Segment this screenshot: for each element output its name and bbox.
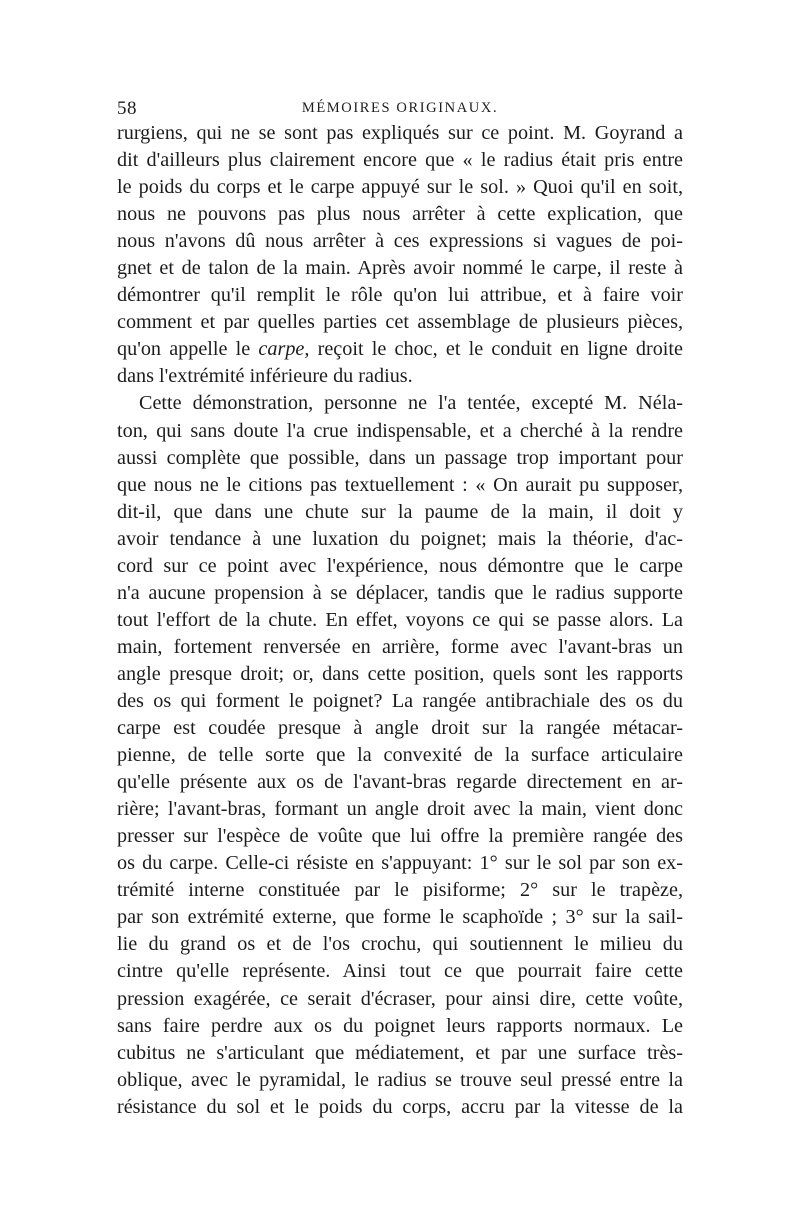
text-line: dit-il, que dans une chute sur la paume de la main, il doit y — [117, 500, 683, 523]
text-line: oblique, avec le pyramidal, le radius se trouve seul pressé entre la — [117, 1068, 683, 1091]
body-text — [117, 120, 683, 1121]
text-line: gnet et de talon de la main. Après avoir nommé le carpe, il reste à — [117, 257, 683, 280]
text-line: comment et par quelles parties cet assemblage de plusieurs pièces, — [117, 311, 683, 334]
text-line: pression exagérée, ce serait d'écraser, pour ainsi dire, cette voûte, — [117, 987, 683, 1010]
text-line: des os qui forment le poignet? La rangée antibrachiale des os du — [117, 689, 683, 712]
text-line: aussi complète que possible, dans un passage trop important pour — [117, 446, 683, 469]
text-line — [117, 336, 683, 363]
text-line: rière; l'avant-bras, formant un angle droit avec la main, vient donc — [117, 798, 683, 821]
text-line: n'a aucune propension à se déplacer, tandis que le radius supporte — [117, 581, 683, 604]
text-line: tout l'effort de la chute. En effet, voyons ce qui se passe alors. La — [117, 608, 683, 631]
text-line: os du carpe. Celle-ci résiste en s'appuyant: 1° sur le sol par son ex- — [117, 852, 683, 875]
text-line: le poids du corps et le carpe appuyé sur le sol. » Quoi qu'il en soit, — [117, 176, 683, 199]
page-number: 58 — [117, 98, 137, 119]
text-segment: reçoit le choc, et le conduit en ligne droite — [309, 338, 683, 361]
text-line: trémité interne constituée par le pisiforme; 2° sur le trapèze, — [117, 879, 683, 902]
text-line: qu'elle présente aux os de l'avant-bras regarde directement en ar- — [117, 771, 683, 794]
italic-term: carpe, — [258, 338, 310, 361]
running-head — [117, 98, 683, 122]
text-line: cubitus ne s'articulant que médiatement, et par une surface très- — [117, 1041, 683, 1064]
running-title: MÉMOIRES ORIGINAUX. — [301, 100, 499, 116]
text-line: dit d'ailleurs plus clairement encore que « le radius était pris entre — [117, 149, 683, 172]
text-line: presser sur l'espèce de voûte que lui offre la première rangée des — [117, 825, 683, 848]
text-line: main, fortement renversée en arrière, forme avec l'avant-bras un — [117, 635, 683, 658]
text-line: carpe est coudée presque à angle droit sur la rangée métacar- — [117, 717, 683, 740]
text-line: résistance du sol et le poids du corps, accru par la vitesse de la — [117, 1095, 683, 1118]
text-line: lie du grand os et de l'os crochu, qui soutiennent le milieu du — [117, 933, 683, 956]
text-line: cord sur ce point avec l'expérience, nous démontre que le carpe — [117, 554, 683, 577]
text-line: rurgiens, qui ne se sont pas expliqués sur ce point. M. Goyrand a — [117, 122, 683, 144]
text-line: pienne, de telle sorte que la convexité de la surface articulaire — [117, 744, 683, 767]
text-line: angle presque droit; or, dans cette position, quels sont les rapports — [117, 662, 683, 685]
text-line: ton, qui sans doute l'a crue indispensable, et a cherché à la rendre — [117, 419, 683, 442]
text-line: sans faire perdre aux os du poignet leurs rapports normaux. Le — [117, 1014, 683, 1037]
text-line: avoir tendance à une luxation du poignet; mais la théorie, d'ac- — [117, 527, 683, 550]
text-line: dans l'extrémité inférieure du radius. — [117, 365, 413, 388]
text-line: Cette démonstration, personne ne l'a tentée, excepté M. Néla- — [139, 392, 683, 415]
text-line: démontrer qu'il remplit le rôle qu'on lui attribue, et à faire voir — [117, 284, 683, 307]
text-line: cintre qu'elle représente. Ainsi tout ce que pourrait faire cette — [117, 960, 683, 983]
text-segment: qu'on appelle le — [117, 338, 259, 361]
text-line: nous n'avons dû nous arrêter à ces expressions si vagues de poi- — [117, 230, 683, 253]
text-line: par son extrémité externe, que forme le scaphoïde ; 3° sur la sail- — [117, 906, 683, 929]
text-line: nous ne pouvons pas plus nous arrêter à cette explication, que — [117, 203, 683, 226]
text-line: que nous ne le citions pas textuellement : « On aurait pu supposer, — [117, 473, 683, 496]
